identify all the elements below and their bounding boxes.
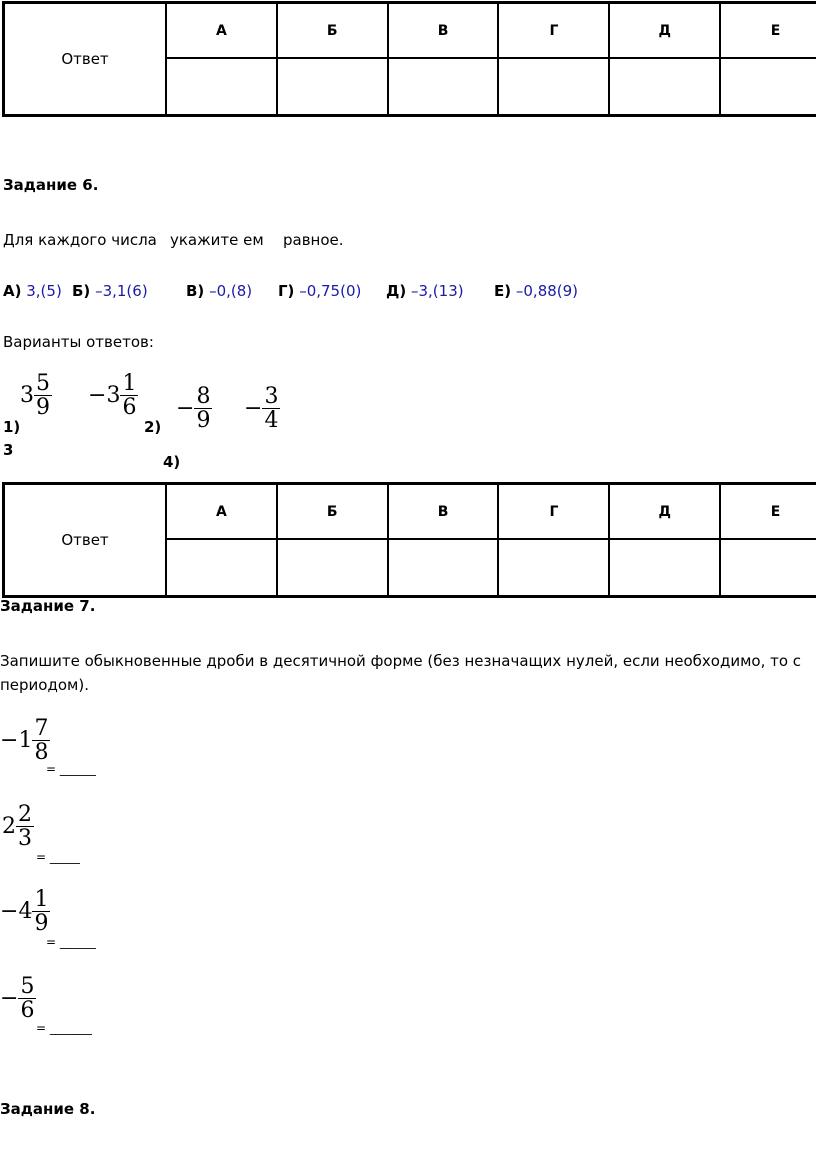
answer-blank-2[interactable]: = _____ [36,850,80,864]
column-header-g: Г [498,3,609,59]
fraction [262,385,280,432]
column-header-g: Г [498,484,609,540]
fraction-sign: − [88,383,107,409]
fraction-numerator: 8 [196,384,211,409]
task6-instruction-part3: равное. [283,231,344,249]
task6-item-d [386,282,464,300]
fraction-whole: 3 [106,383,121,409]
answer-cell-a[interactable] [166,539,277,597]
fraction-denominator: 4 [264,408,279,434]
item-value: –0,88(9) [515,282,579,300]
fraction [32,717,50,764]
answer-cell-d[interactable] [609,539,720,597]
fraction [194,385,212,432]
answer-cell-g[interactable] [498,539,609,597]
variant-label-3: 3 [3,441,14,459]
task8-title: Задание 8. [0,1100,96,1118]
fraction-denominator: 9 [34,911,49,937]
fraction-denominator: 9 [196,408,211,434]
fraction-numerator: 1 [122,371,137,396]
fraction-numerator: 2 [18,802,32,827]
variant-label-1: 1) [3,418,21,436]
variant-label-4: 4) [163,453,181,471]
column-header-b: Б [277,3,388,59]
item-value: 3,(5) [26,282,62,300]
answer-cell-e[interactable] [720,539,816,597]
fraction-sign: − [0,899,19,925]
answer-cell-e[interactable] [720,58,816,116]
fraction [34,372,52,419]
fraction-numerator: 1 [34,887,49,912]
variant-fraction-4 [244,385,280,432]
column-header-a: А [166,3,277,59]
answer-cell-b[interactable] [277,539,388,597]
task6-item-g [278,282,361,300]
fraction-whole: 2 [2,814,16,840]
fraction-sign: − [0,728,19,754]
answer-cell-g[interactable] [498,58,609,116]
item-value: –3,(13) [411,282,464,300]
answer-table-1 [2,1,816,117]
item-label: Г) [278,282,295,300]
task7-instruction-line2: периодом). [0,676,89,694]
task6-item-e [494,282,578,300]
item-label: Е) [494,282,512,300]
item-label: Д) [386,282,407,300]
column-header-e: Е [720,3,816,59]
fraction-numerator: 3 [264,384,279,409]
variant-fraction-1 [20,372,52,419]
answer-blank-4[interactable]: = _______ [36,1021,92,1035]
fraction-numerator: 5 [20,974,35,999]
fraction-denominator: 3 [18,826,32,852]
task6-item-b [72,282,148,300]
answer-blank-3[interactable]: = ______ [46,935,96,949]
task6-item-a [3,282,62,300]
fraction-whole: 3 [20,383,34,409]
answer-cell-b[interactable] [277,58,388,116]
answer-label: Ответ [4,484,167,597]
task6-instruction-part2: укажите ем [170,231,264,249]
answer-label: Ответ [4,3,167,116]
fraction [18,975,36,1022]
fraction-sign: − [0,986,19,1012]
answer-cell-v[interactable] [388,58,499,116]
column-header-e: Е [720,484,816,540]
item-value: –3,1(6) [95,282,148,300]
variant-fraction-2 [88,372,138,419]
fraction-whole: 4 [18,899,33,925]
task7-expr-4 [0,975,36,1022]
task7-instruction-line1: Запишите обыкновенные дроби в десятичной форме (без незначащих нулей, если необходимо, то с [0,652,802,670]
answer-blank-1[interactable]: = ______ [46,762,96,776]
task6-instruction-part1: Для каждого числа [3,231,157,249]
fraction-denominator: 6 [122,395,137,421]
fraction-numerator: 5 [36,371,50,396]
variant-label-2: 2) [144,418,162,436]
task7-expr-1 [0,717,50,764]
fraction-denominator: 6 [20,998,35,1024]
column-header-a: А [166,484,277,540]
task7-expr-2 [2,803,34,850]
fraction [120,372,138,419]
answer-cell-d[interactable] [609,58,720,116]
task7-expr-3 [0,888,50,935]
answer-cell-a[interactable] [166,58,277,116]
fraction-sign: − [176,396,195,422]
column-header-d: Д [609,3,720,59]
task7-title: Задание 7. [0,597,96,615]
task6-variants-title: Варианты ответов: [3,333,154,351]
item-value: –0,75(0) [299,282,362,300]
fraction-sign: − [244,396,263,422]
fraction [32,888,50,935]
column-header-v: В [388,484,499,540]
fraction-denominator: 9 [36,395,50,421]
fraction [16,803,34,850]
task6-title: Задание 6. [3,176,99,194]
answer-cell-v[interactable] [388,539,499,597]
answer-table-2 [2,482,816,598]
item-label: А) [3,282,22,300]
item-value: –0,(8) [209,282,253,300]
variant-fraction-3 [176,385,212,432]
column-header-b: Б [277,484,388,540]
column-header-v: В [388,3,499,59]
column-header-d: Д [609,484,720,540]
item-label: В) [186,282,205,300]
fraction-denominator: 8 [34,740,49,766]
fraction-numerator: 7 [34,716,49,741]
item-label: Б) [72,282,91,300]
task6-item-v [186,282,252,300]
fraction-whole: 1 [18,728,33,754]
